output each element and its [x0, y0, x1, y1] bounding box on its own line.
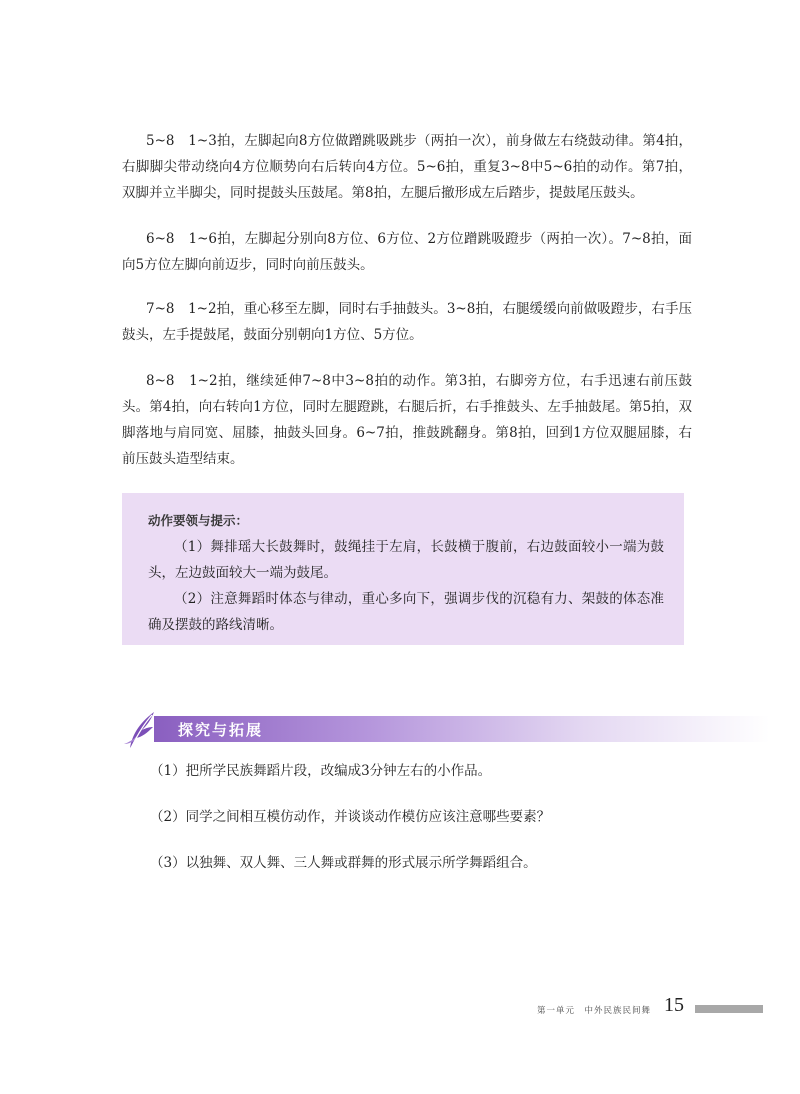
- instruction-paragraph-8-8: 8~8 1~2拍，继续延伸7~8中3~8拍的动作。第3拍，右脚旁方位，右手迅速右前压鼓头。第4拍，向右转向1方位，同时左腿蹬跳，右腿后折，右手推鼓头、左手抽鼓尾。第5拍，双脚落地与肩同宽、屈膝，抽鼓头回身。6~7拍，推鼓跳翻身。第8拍，回到1方位双腿屈膝，右前压鼓头造型结束。: [122, 373, 692, 467]
- tip-item: （2）注意舞蹈时体态与律动，重心多向下，强调步伐的沉稳有力、架鼓的体态准确及摆鼓的路线清晰。: [148, 591, 664, 633]
- activity-item: （3）以独舞、双人舞、三人舞或群舞的形式展示所学舞蹈组合。: [150, 855, 537, 871]
- footer-bar: [695, 1005, 763, 1013]
- section-header: [120, 708, 770, 748]
- tips-title: 动作要领与提示：: [148, 513, 249, 528]
- page-number: 15: [664, 994, 684, 1016]
- instruction-paragraph-6-8: 6~8 1~6拍，左脚起分别向8方位、6方位、2方位蹭跳吸蹬步（两拍一次）。7~8拍，面向5方位左脚向前迈步，同时向前压鼓头。: [122, 231, 692, 273]
- instruction-paragraph-7-8: 7~8 1~2拍，重心移至左脚，同时右手抽鼓头。3~8拍，右腿缓缓向前做吸蹬步，右手压鼓头，左手提鼓尾，鼓面分别朝向1方位、5方位。: [122, 301, 692, 343]
- tips-box: [122, 493, 684, 645]
- instruction-paragraph-5-8: 5~8 1~3拍，左脚起向8方位做蹭跳吸跳步（两拍一次），前身做左右绕鼓动律。第4拍，右脚脚尖带动绕向4方位顺势向右后转向4方位。5~6拍，重复3~8中5~6拍的动作。第7拍，双脚并立半脚尖，同时提鼓头压鼓尾。第8拍，左腿后撤形成左后踏步，提鼓尾压鼓头。: [122, 133, 692, 201]
- activity-item: （2）同学之间相互模仿动作，并谈谈动作模仿应该注意哪些要素？: [150, 809, 551, 825]
- activity-item: （1）把所学民族舞蹈片段，改编成3分钟左右的小作品。: [150, 763, 492, 779]
- section-title: 探究与拓展: [178, 721, 264, 739]
- tip-item: （1）舞排瑶大长鼓舞时，鼓绳挂于左肩，长鼓横于腹前，右边鼓面较小一端为鼓头，左边鼓面较大一端为鼓尾。: [148, 539, 664, 581]
- footer-unit-title: 第一单元 中外民族民间舞: [537, 1006, 652, 1016]
- feather-icon: [120, 708, 168, 750]
